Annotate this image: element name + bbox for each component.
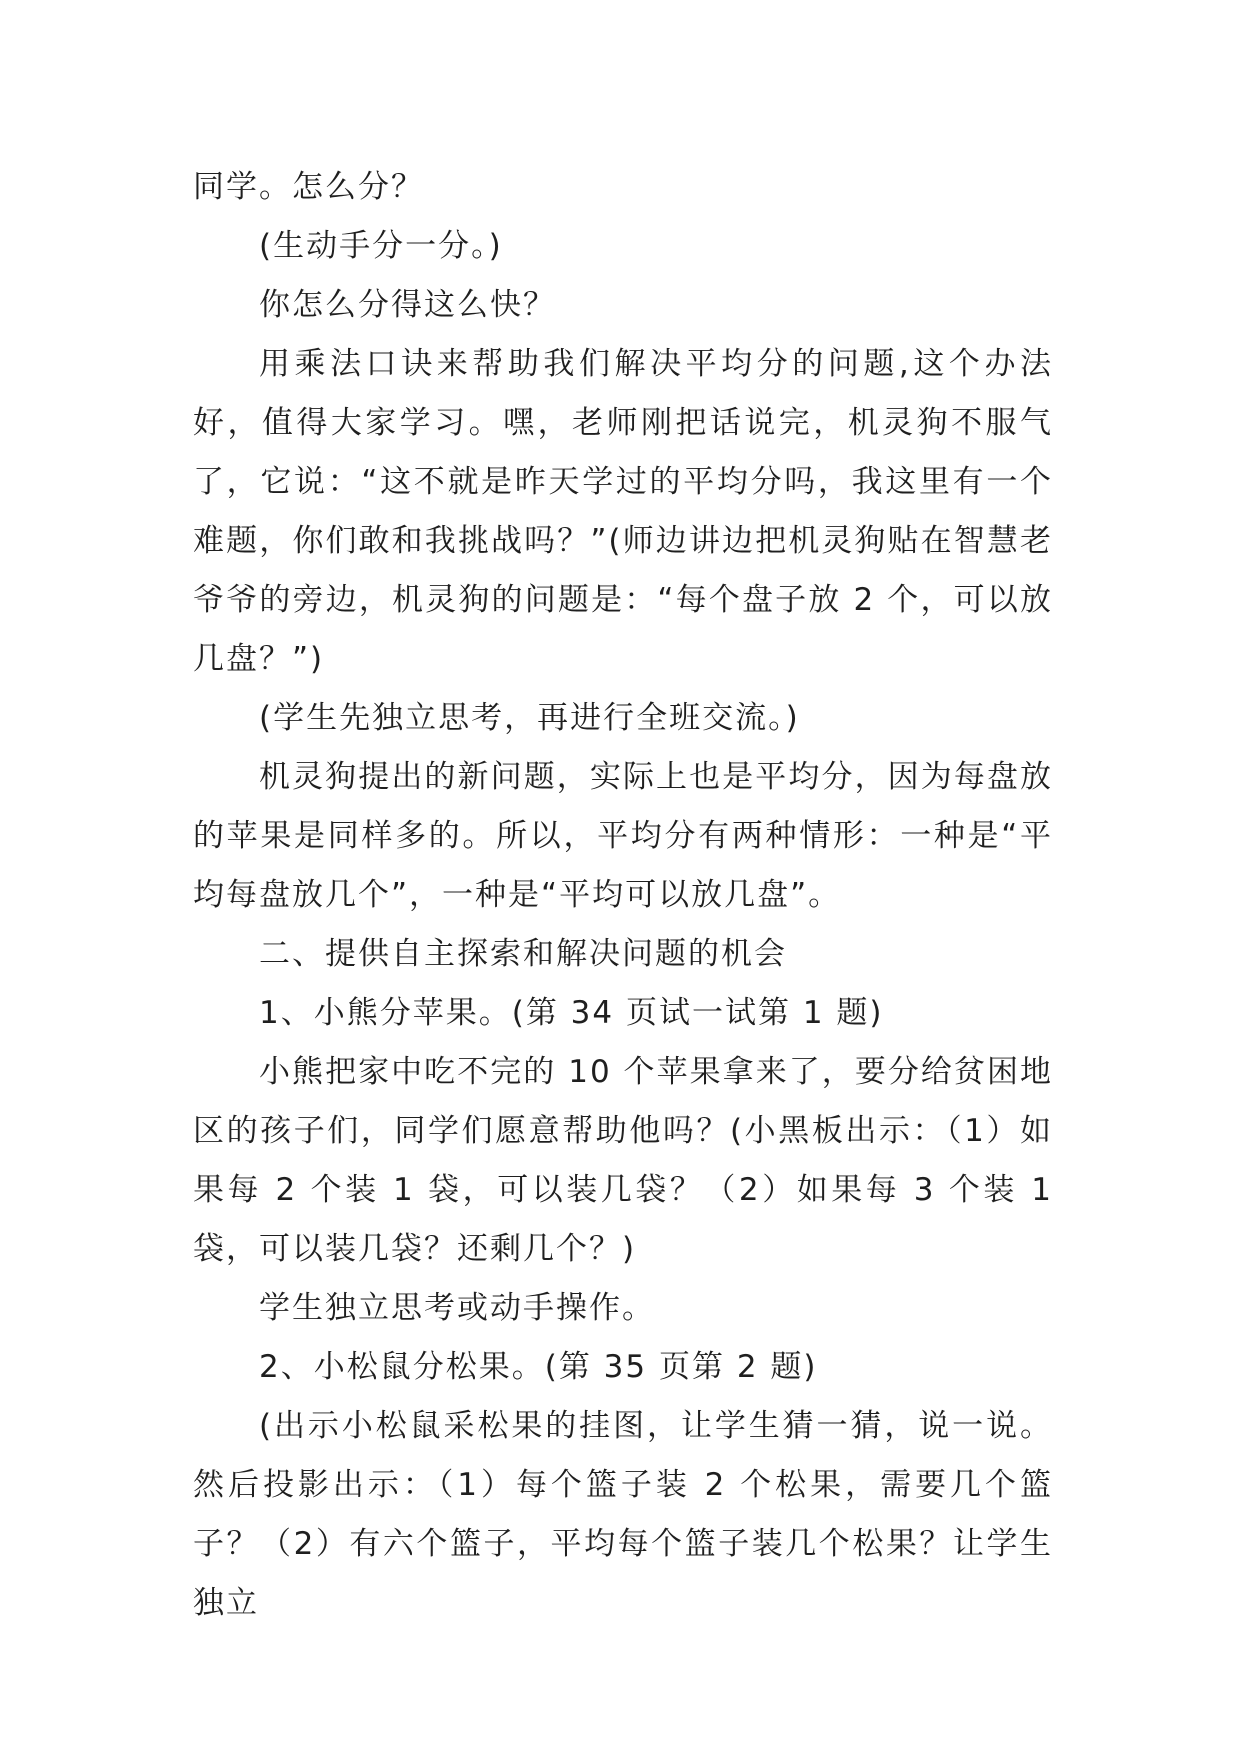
paragraph-3: 你怎么分得这么快？: [259, 287, 556, 323]
paragraph-8: 1、小熊分苹果。(第 34 页试一试第 1 题): [259, 995, 884, 1031]
paragraph-6: 机灵狗提出的新问题，实际上也是平均分，因为每盘放的苹果是同样多的。所以，平均分有两种情形：一种是“平均每盘放几个”，一种是“平均可以放几盘”。: [193, 759, 1053, 913]
paragraph-12: (出示小松鼠采松果的挂图，让学生猜一猜，说一说。然后投影出示：（1）每个篮子装 2 个松果，需要几个篮子？（2）有六个篮子，平均每个篮子装几个松果？让学生独立: [193, 1408, 1053, 1621]
paragraph-2: (生动手分一分。): [259, 228, 503, 264]
document-body: [193, 158, 1053, 1633]
section-heading: 二、提供自主探索和解决问题的机会: [259, 936, 787, 972]
paragraph-5: (学生先独立思考，再进行全班交流。): [259, 700, 800, 736]
paragraph-9: 小熊把家中吃不完的 10 个苹果拿来了，要分给贫困地区的孩子们，同学们愿意帮助他吗？(小黑板出示：（1）如果每 2 个装 1 袋，可以装几袋？（2）如果每 3 个装 1 袋，可以装几袋？还剩几个？): [193, 1054, 1053, 1267]
paragraph-1: 同学。怎么分？: [193, 169, 424, 205]
paragraph-10: 学生独立思考或动手操作。: [259, 1290, 655, 1326]
paragraph-4: 用乘法口诀来帮助我们解决平均分的问题,这个办法好，值得大家学习。嘿，老师刚把话说完，机灵狗不服气了，它说：“这不就是昨天学过的平均分吗，我这里有一个难题，你们敢和我挑战吗？”(师边讲边把机灵狗贴在智慧老爷爷的旁边，机灵狗的问题是：“每个盘子放 2 个，可以放几盘？”): [193, 346, 1053, 677]
paragraph-11: 2、小松鼠分松果。(第 35 页第 2 题): [259, 1349, 818, 1385]
